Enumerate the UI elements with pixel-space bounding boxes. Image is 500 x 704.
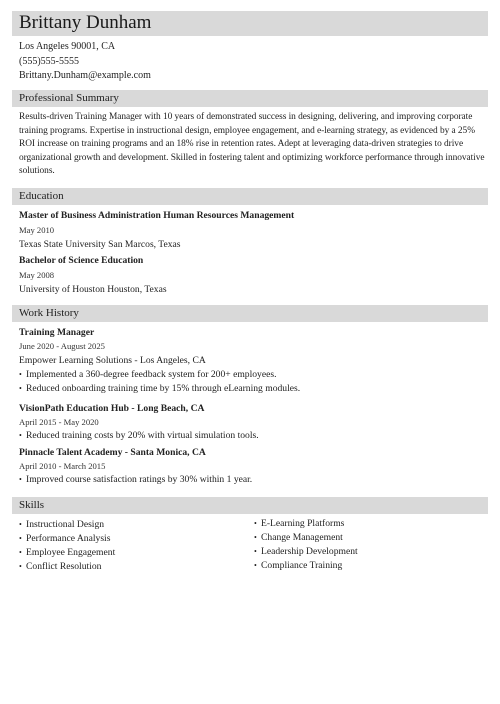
job-bullets xyxy=(19,429,489,443)
name-header xyxy=(12,11,488,36)
job-title: VisionPath Education Hub - Long Beach, CA xyxy=(19,403,205,414)
contact-info xyxy=(19,40,151,84)
job-entry xyxy=(19,446,489,487)
job-dates: April 2010 - March 2015 xyxy=(19,461,106,471)
skill-item: • Compliance Training xyxy=(254,559,484,573)
contact-email[interactable]: Brittany.Dunham@example.com xyxy=(19,70,151,81)
education-date: May 2010 xyxy=(19,225,55,235)
list-item: • Reduced training costs by 20% with virtual simulation tools. xyxy=(19,429,489,443)
skill-item: • Change Management xyxy=(254,531,484,545)
summary-text: Results-driven Training Manager with 10 years of demonstrated success in designing, delivering, and improving corporate training programs. Expertise in instructional design, employee engagement, and e-learning strategy, as evidenced by a 25% ROI increase on training programs and an 18% rise in retention rates. Adept at leveraging data-driven strategies to drive organizational growth and development. Skilled in fostering talent and optimizing workforce performance through innovative solutions. xyxy=(19,112,485,177)
education-date: May 2008 xyxy=(19,270,55,280)
education-entry xyxy=(19,209,489,252)
education-degree: Master of Business Administration Human Resources Management xyxy=(19,210,295,221)
skill-item: • Employee Engagement xyxy=(19,546,239,560)
skill-item: • Conflict Resolution xyxy=(19,560,239,574)
contact-phone: (555)555-5555 xyxy=(19,55,79,67)
section-title-work: Work History xyxy=(19,307,79,319)
education-school: University of Houston Houston, Texas xyxy=(19,284,167,295)
education-school: Texas State University San Marcos, Texas xyxy=(19,239,181,250)
job-bullets xyxy=(19,368,489,396)
section-header-education xyxy=(12,188,488,205)
job-company: Empower Learning Solutions - Los Angeles, CA xyxy=(19,355,206,366)
job-dates: April 2015 - May 2020 xyxy=(19,417,99,427)
section-title-education: Education xyxy=(19,190,64,202)
skill-item: • E-Learning Platforms xyxy=(254,517,484,531)
skills-list-right xyxy=(254,517,484,573)
skill-item: • Instructional Design xyxy=(19,518,239,532)
section-header-summary xyxy=(12,90,488,107)
list-item: • Implemented a 360-degree feedback system for 200+ employees. xyxy=(19,368,489,382)
list-item: • Reduced onboarding training time by 15% through eLearning modules. xyxy=(19,382,489,396)
skills-list-left xyxy=(19,518,239,574)
job-dates: June 2020 - August 2025 xyxy=(19,341,105,351)
job-title: Training Manager xyxy=(19,327,95,338)
education-entry xyxy=(19,254,489,297)
section-title-summary: Professional Summary xyxy=(19,92,119,104)
skill-item: • Leadership Development xyxy=(254,545,484,559)
candidate-name: Brittany Dunham xyxy=(19,12,152,33)
education-degree: Bachelor of Science Education xyxy=(19,255,144,266)
section-title-skills: Skills xyxy=(19,499,45,511)
job-entry xyxy=(19,326,489,396)
job-bullets xyxy=(19,473,489,487)
list-item: • Improved course satisfaction ratings by 30% within 1 year. xyxy=(19,473,489,487)
contact-location: Los Angeles 90001, CA xyxy=(19,41,116,52)
section-header-skills xyxy=(12,497,488,514)
job-title: Pinnacle Talent Academy - Santa Monica, CA xyxy=(19,447,206,458)
skill-item: • Performance Analysis xyxy=(19,532,239,546)
section-header-work xyxy=(12,305,488,322)
job-entry xyxy=(19,402,489,443)
